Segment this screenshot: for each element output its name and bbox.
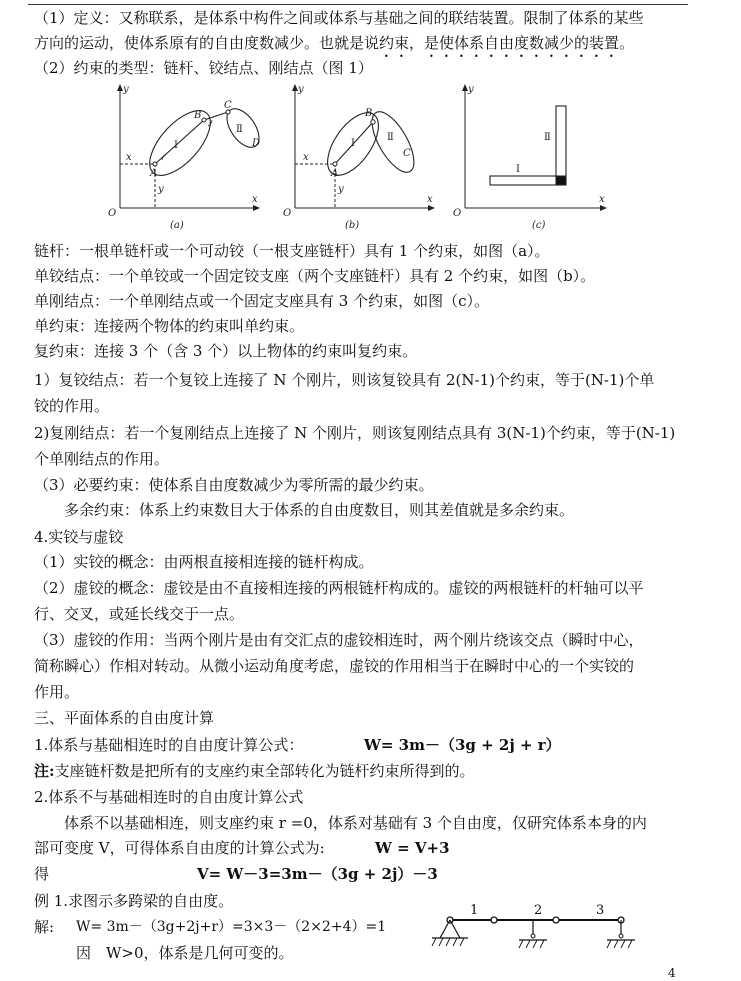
text-line: 因 W>0，体系是几何可变的。	[76, 944, 294, 962]
figure-caption: (c)	[532, 220, 546, 231]
rigid-body-label: Ⅱ	[544, 132, 551, 143]
beam-figure	[428, 900, 646, 964]
origin-label: O	[283, 208, 292, 219]
point-label: B	[365, 108, 373, 119]
text-line: （3）虚铰的作用：当两个刚片是由有交汇点的虚铰相连时，两个刚片绕该交点（瞬时中心，	[34, 631, 644, 649]
text-line: 简称瞬心）作相对转动。从微小运动角度考虑，虚铰的作用相当于在瞬时中心的一个实铰的	[34, 657, 635, 675]
formula: W = V+3	[375, 839, 450, 857]
figure-caption: (a)	[170, 220, 184, 231]
emphasis-span: 是使体系自由度数减少的装置	[424, 34, 620, 52]
point-label: A	[331, 168, 339, 179]
text-line: （3）必要约束：使体系自由度数减少为零所需的最少约束。	[34, 476, 434, 494]
axis-y-label: y	[298, 84, 304, 95]
emphasis-span: 约束	[379, 34, 410, 52]
text-span: ，	[409, 34, 425, 52]
span-label: 2	[534, 903, 543, 918]
figure-panel-c	[453, 84, 607, 231]
text-line	[34, 33, 634, 61]
axis-x-label: x	[599, 194, 605, 205]
point-label: C	[224, 100, 232, 111]
note-text: 支座链杆数是把所有的支座约束全部转化为链杆约束所得到的。	[54, 762, 475, 780]
point-label: C	[403, 148, 411, 159]
text-line: 作用。	[34, 683, 80, 701]
axis-y-label: y	[468, 84, 474, 95]
figure-panel-a	[108, 84, 265, 231]
section-heading: 三、平面体系的自由度计算	[34, 709, 215, 727]
formula: W= 3m－（3g + 2j + r）	[364, 736, 561, 754]
text-span: 。	[619, 34, 635, 52]
rigid-body-label: Ⅱ	[236, 124, 243, 135]
text-line: 解:	[34, 918, 55, 936]
text-line: 体系不以基础相连，则支座约束 r =0，体系对基础有 3 个自由度，仅研究体系本身的内	[64, 814, 647, 832]
y-dim-label: y	[338, 184, 344, 195]
text-line: 2)复刚结点：若一个复刚结点上连接了 N 个刚片，则该复刚结点具有 3(N-1)个约束，等于(N-1)	[34, 424, 676, 442]
text-line: 单刚结点：一个单刚结点或一个固定支座具有 3 个约束，如图（c）。	[34, 292, 489, 310]
rigid-body-label: Ⅰ	[351, 138, 355, 149]
origin-label: O	[108, 208, 117, 219]
note-line	[34, 761, 475, 781]
text-line: （2）约束的类型：链杆、铰结点、刚结点（图 1）	[34, 59, 373, 77]
rigid-body-label: Ⅰ	[174, 140, 178, 151]
text-line: 得	[34, 865, 50, 883]
formula: W= 3m－（3g+2j+r）=3×3－（2×2+4）=1	[76, 919, 387, 935]
point-label: A	[150, 168, 158, 179]
figure-panel-b	[283, 84, 435, 231]
header-rule	[28, 4, 688, 5]
text-line: 例 1.求图示多跨梁的自由度。	[34, 892, 234, 910]
text-span: 方向的运动，使体系原有的自由度数减少。也就是说	[34, 34, 380, 52]
figure-caption: (b)	[345, 220, 360, 231]
axis-x-label: x	[252, 194, 258, 205]
x-dim-label: x	[126, 152, 132, 163]
text-line: 行、交叉，或延长线交于一点。	[34, 605, 245, 623]
rigid-body-label: Ⅱ	[387, 132, 394, 143]
text-line: 单铰结点：一个单铰或一个固定铰支座（两个支座链杆）具有 2 个约束，如图（b）。	[34, 267, 596, 285]
x-dim-label: x	[303, 152, 309, 163]
origin-label: O	[453, 208, 462, 219]
axis-x-label: x	[427, 194, 433, 205]
page-number: 4	[668, 966, 676, 980]
span-label: 3	[596, 903, 605, 918]
text-line: 铰的作用。	[34, 397, 110, 415]
text-line: 2.体系不与基础相连时的自由度计算公式	[34, 788, 304, 806]
text-line: 多余约束：体系上约束数目大于体系的自由度数目，则其差值就是多余约束。	[64, 501, 575, 519]
text-line: 复约束：连接 3 个（含 3 个）以上物体的约束叫复约束。	[34, 342, 418, 360]
text-line: （1）实铰的概念：由两根直接相连接的链杆构成。	[34, 553, 374, 571]
text-line: 个单刚结点的作用。	[34, 450, 170, 468]
text-line: 1.体系与基础相连时的自由度计算公式：	[34, 736, 304, 754]
note-label: 注:	[34, 762, 55, 780]
text-line: 链杆：一根单链杆或一个可动铰（一根支座链杆）具有 1 个约束，如图（a）。	[34, 242, 550, 260]
section-heading: 4.实铰与虚铰	[34, 528, 124, 546]
text-line: 部可变度 V，可得体系自由度的计算公式为:	[34, 839, 325, 857]
point-label: B	[194, 110, 202, 121]
text-line: 1）复铰结点：若一个复铰上连接了 N 个刚片，则该复铰具有 2(N-1)个约束，等于(N-1)个单	[34, 371, 655, 389]
text-line: （2）虚铰的概念：虚铰是由不直接相连接的两根链杆构成的。虚铰的两根链杆的杆轴可以平	[34, 579, 644, 597]
text-line: 单约束：连接两个物体的约束叫单约束。	[34, 317, 305, 335]
axis-y-label: y	[123, 84, 129, 95]
y-dim-label: y	[158, 184, 164, 195]
span-label: 1	[470, 903, 479, 918]
text-line: （1）定义：又称联系，是体系中构件之间或体系与基础之间的联结装置。限制了体系的某些	[34, 9, 644, 27]
formula: V= W－3=3m－（3g + 2j）－3	[197, 865, 438, 883]
rigid-body-label: Ⅰ	[516, 164, 520, 175]
figure-1	[100, 80, 620, 232]
point-label: D	[252, 138, 261, 149]
